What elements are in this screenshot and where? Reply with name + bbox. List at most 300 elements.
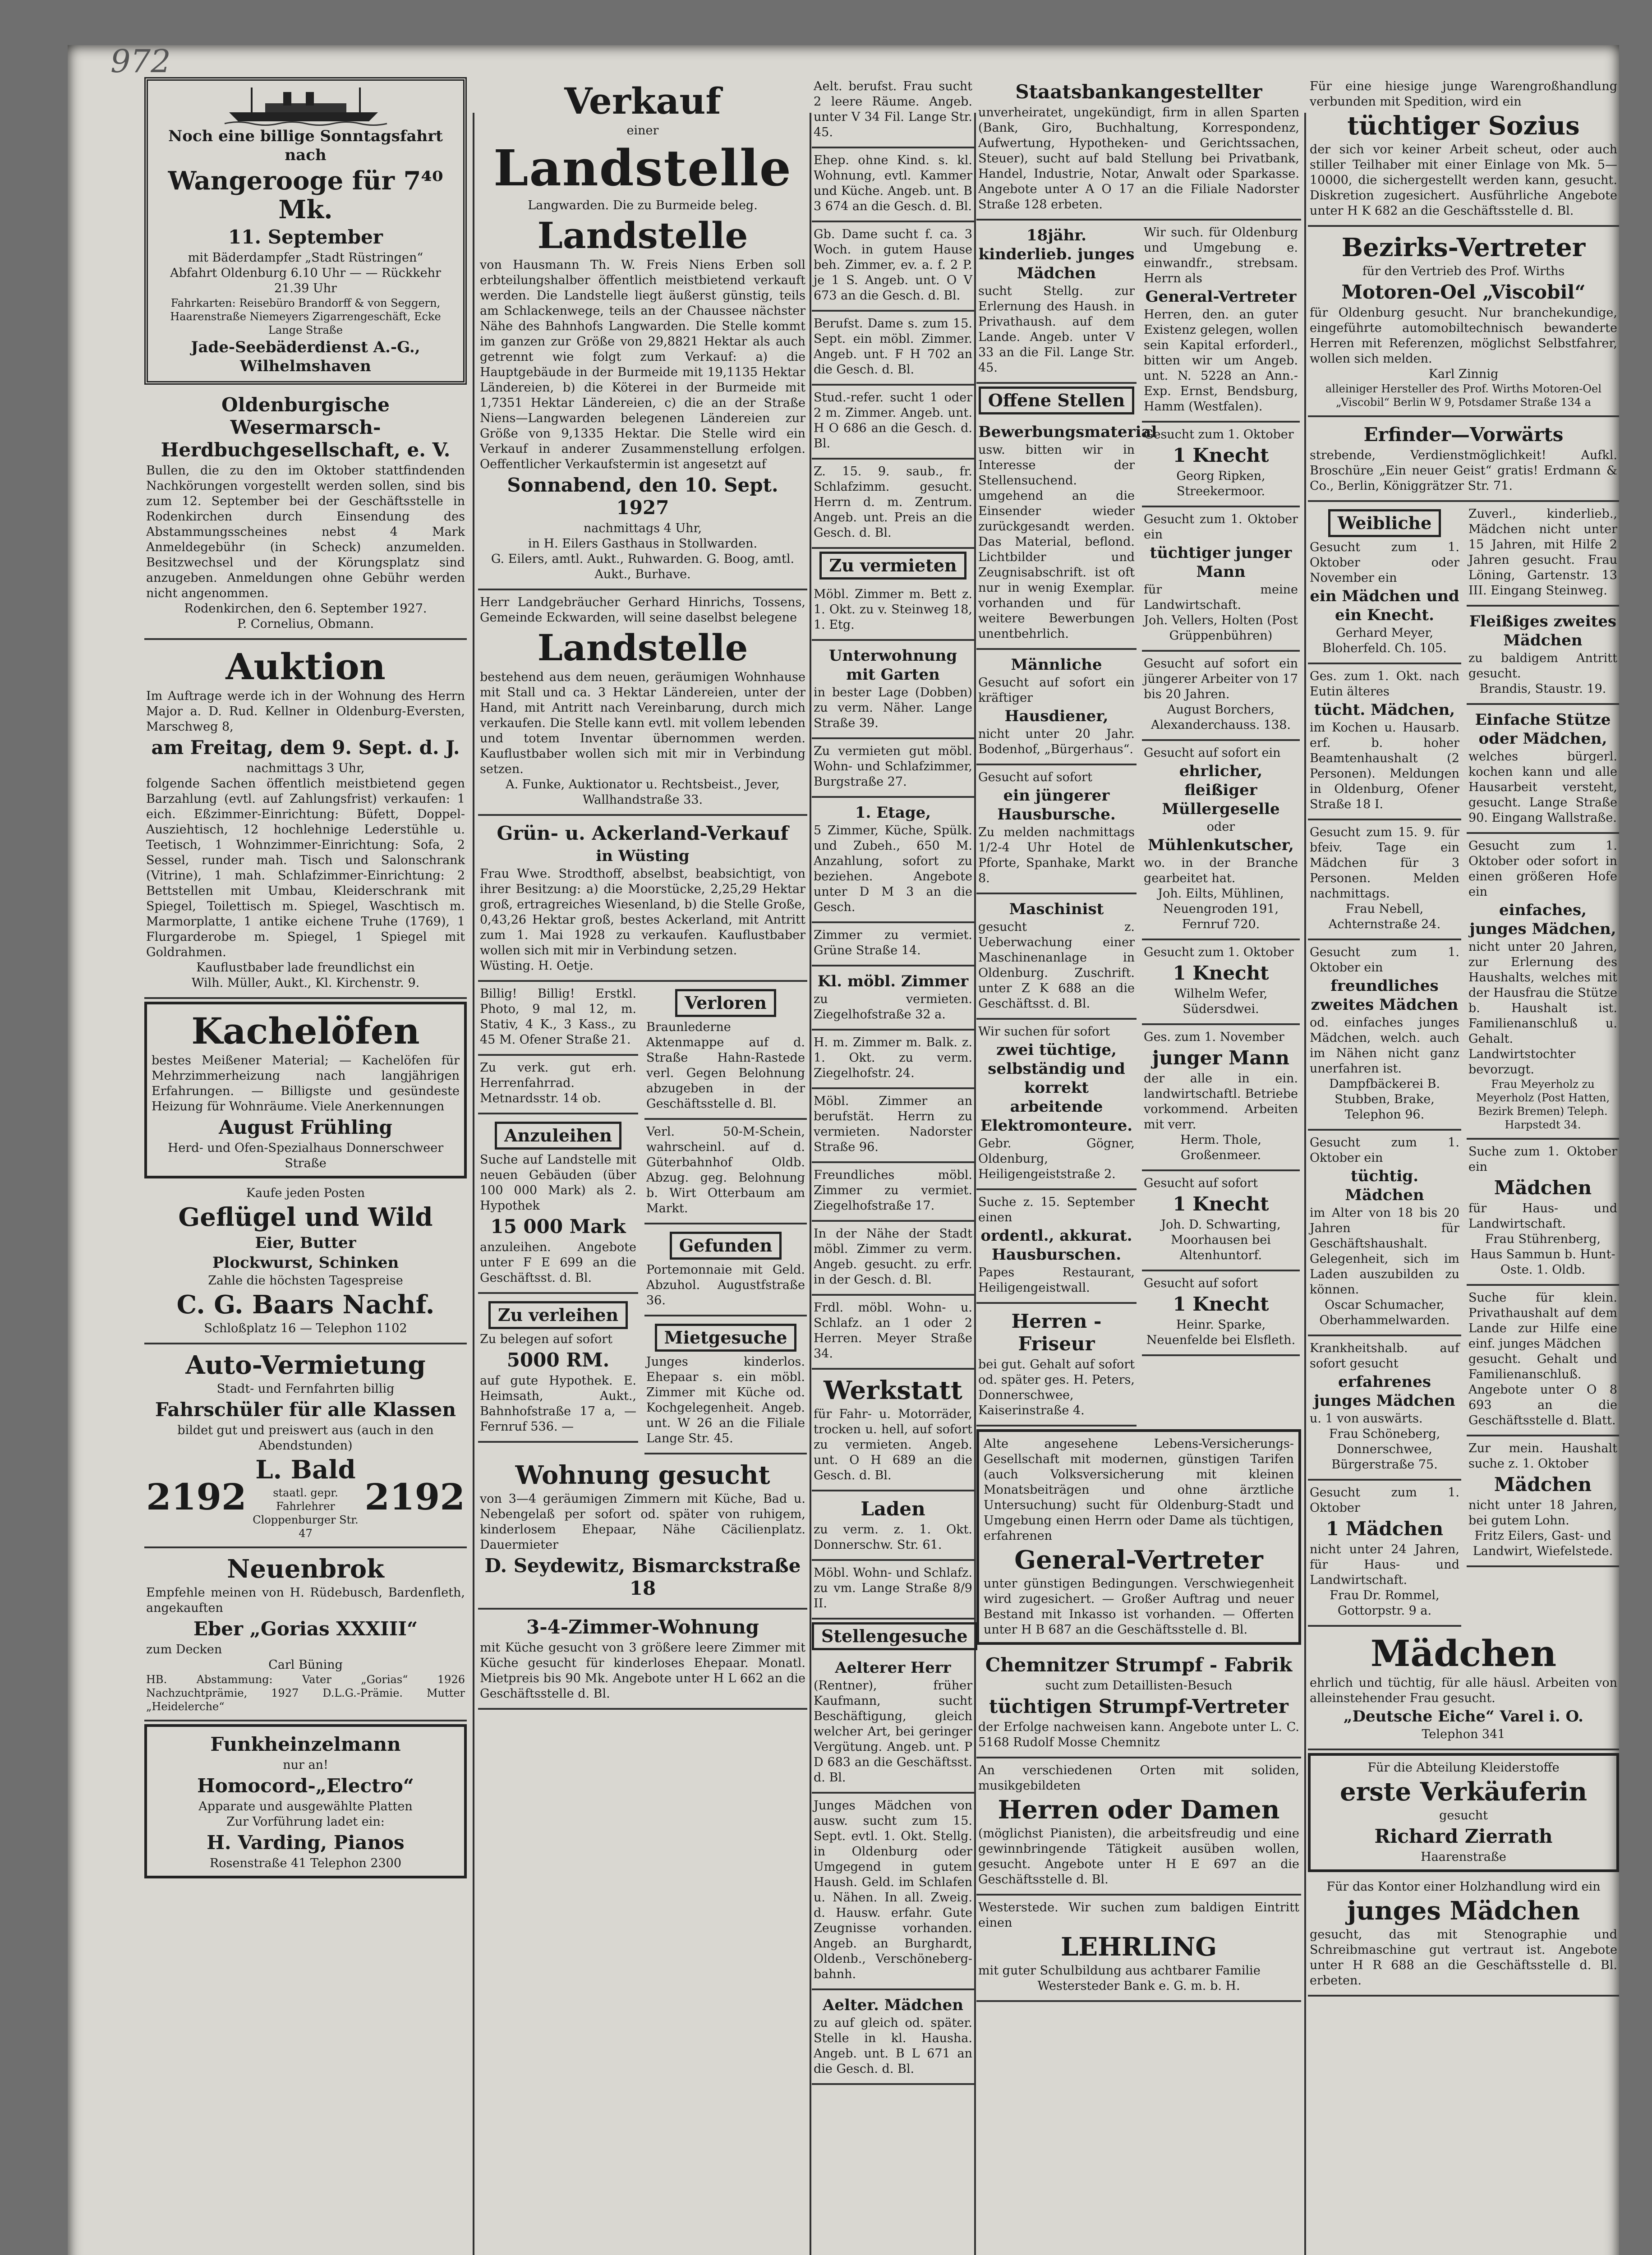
ad-small xyxy=(812,386,974,460)
ad-headline: Landstelle xyxy=(537,214,748,257)
ad-text: Zahle die höchsten Tagespreise xyxy=(208,1274,403,1288)
ad-small xyxy=(812,74,974,148)
ad-headline: General-Vertreter xyxy=(1014,1545,1263,1575)
ad-text: Gesucht zum 15. 9. für bfeiv. Tage ein Mädchen für 3 Personen. Melden nachmittags. xyxy=(1310,825,1459,901)
ad-text: Rodenkirchen, den 6. September 1927. xyxy=(184,602,427,616)
column-rule xyxy=(810,113,811,2255)
ad-text: in H. Eilers Gasthaus in Stollwarden. xyxy=(528,537,758,551)
ad-text: sucht zum Detaillisten-Besuch xyxy=(1045,1679,1233,1693)
ad-text: Aelt. berufst. Frau sucht 2 leere Räume. Angeb. unter V 34 Fil. Lange Str. 45. xyxy=(814,79,972,139)
ad-text: Papes Restaurant, Heiligengeistwall. xyxy=(978,1266,1135,1295)
ad-headline: Bewerbungsmaterial xyxy=(978,423,1157,441)
ad-text: Z. 15. 9. saub., fr. Schlafzimm. gesucht. Herrn d. m. Zentrum. Angeb. unt. Preis an die Gesch. d. Bl. xyxy=(814,465,972,540)
ad-text: Dampfbäckerei B. Stubben, Brake, Telephon 96. xyxy=(1329,1077,1440,1122)
ad-text: Gesucht zum 1. Oktober ein xyxy=(1144,512,1298,542)
ad-text: Joh. Vellers, Holten (Post Grüppenbühren) xyxy=(1144,613,1298,643)
ad-maedchen xyxy=(1308,1481,1461,1627)
ad-herdbuch xyxy=(144,387,467,640)
ad-text: bei gut. Gehalt auf sofort od. später ges. H. Peters, Donnerschwee, Kaiserinstraße 4. xyxy=(978,1358,1135,1417)
ad-text: H. m. Zimmer m. Balk. z. 1. Okt. zu verm. Ziegelhofstr. 24. xyxy=(814,1035,972,1080)
ad-headline: Werkstatt xyxy=(824,1376,962,1405)
ad-text: zu vermieten. Ziegelhofstraße 32 a. xyxy=(814,992,972,1022)
ad-headline: Motoren-Oel „Viscobil“ xyxy=(1341,281,1586,303)
column-1 xyxy=(144,74,467,2255)
ad-headline: 3-4-Zimmer-Wohnung xyxy=(526,1616,759,1638)
ad-headline: Wangerooge für 7⁴⁰ Mk. xyxy=(168,166,443,225)
ad-text: Gesucht zum 1. Oktober ein xyxy=(1310,1136,1459,1165)
ad-firm: H. Varding, Pianos xyxy=(207,1832,405,1854)
section-label: Stellengesuche xyxy=(812,1622,977,1650)
ad-headline: tücht. Mädchen, xyxy=(1314,701,1455,719)
ad-text: Haarenstraße xyxy=(1421,1850,1506,1864)
ad-auktion xyxy=(144,640,467,999)
ad-headline: Mädchen xyxy=(1370,1632,1557,1675)
ad-text: alleiniger Hersteller des Prof. Wirths Motoren-Oel „Viscobil“ Berlin W 9, Potsdamer Straße 134 a xyxy=(1325,382,1601,409)
ad-text: Gesucht zum 1. Oktober xyxy=(1144,428,1294,442)
ad-laden xyxy=(812,1491,974,1561)
ad-knecht xyxy=(1142,1171,1300,1271)
ad-text: für Fahr- u. Motorräder, trocken u. hell, auf sofort zu vermieten. Angeb. unt. O H 689 an die Gesch. d. Bl. xyxy=(814,1407,972,1482)
ad-text: für Haus- und Landwirtschaft. xyxy=(1468,1201,1617,1231)
ad-zuverl xyxy=(1467,502,1619,607)
ad-small xyxy=(812,739,974,798)
ad-text: Gesucht auf sofort xyxy=(1144,1176,1258,1190)
ad-text: für meine Landwirtschaft. xyxy=(1144,583,1298,612)
ad-text: nicht unter 18 Jahren, bei gutem Lohn. xyxy=(1468,1498,1617,1528)
ad-small xyxy=(812,798,974,923)
ad-headline: erste Verkäuferin xyxy=(1339,1777,1588,1807)
ad-headline: LEHRLING xyxy=(1060,1932,1217,1962)
ad-text: bestes Meißener Material; — Kachelöfen für Mehrzimmerheizung nach langjährigen Erfahrungen. — Billigste und gesündeste Heizung für Wohnräume. Viele Anerkennungen xyxy=(152,1054,460,1114)
ad-bezirks-vertreter xyxy=(1308,227,1619,417)
ad-junger-mann xyxy=(1142,507,1300,652)
ad-text: Frau Wwe. Strodthoff, abselbst, beabsichtigt, von ihrer Besitzung: a) die Moorstücke, 2,25,29 Hektar groß, ertragreiches Wiesenland, b) die Stelle Große, 0,43,26 Hektar groß, bestes Ackerland, mit Antritt zum 1. Mai 1928 zu verkaufen. Kauflustbaber wollen sich mit mir in Verbindung setzen. xyxy=(480,867,805,957)
section-label: Gefunden xyxy=(670,1232,782,1260)
ad-3-4-zimmer xyxy=(478,1610,807,1710)
ad-headline: tüchtig. Mädchen xyxy=(1345,1167,1424,1204)
ad-text: Empfehle meinen von H. Rüdebusch, Bardenfleth, angekauften xyxy=(146,1586,465,1615)
ad-small xyxy=(1308,820,1461,940)
ad-text: G. Eilers, amtl. Aukt., Ruhwarden. G. Boog, amtl. Aukt., Burhave. xyxy=(491,552,795,581)
ad-text: Zu verk. gut erh. Herrenfahrrad. Metnardsstr. 14 ob. xyxy=(480,1061,636,1105)
ad-text: In der Nähe der Stadt möbl. Zimmer zu verm. Angeb. gesucht. zu erfr. in der Gesch. d. Bl. xyxy=(814,1227,972,1287)
ad-phone: 2192 xyxy=(364,1476,465,1518)
ad-headline: Männliche xyxy=(1011,656,1102,674)
ad-text: im Alter von 18 bis 20 Jahren für Geschäftshaushalt. Gelegenheit, sich im Laden auszubilden zu können. xyxy=(1310,1206,1459,1297)
ad-bewerbung xyxy=(976,417,1157,650)
ad-headline: 1. Etage, xyxy=(855,804,931,822)
ad-text: einer xyxy=(626,124,659,138)
ad-headline: freundliches zweites Mädchen xyxy=(1311,977,1459,1014)
ad-verloren xyxy=(644,982,807,1120)
ad-text: Suche zum 1. Oktober ein xyxy=(1468,1145,1617,1174)
ad-text: Wilhelm Wefer, Südersdwei. xyxy=(1174,987,1268,1016)
ad-auto xyxy=(144,1344,467,1548)
ad-headline: junger Mann xyxy=(1152,1047,1289,1069)
ad-text: Schloßplatz 16 — Telephon 1102 xyxy=(204,1321,407,1335)
ad-hausbursche xyxy=(976,765,1137,894)
ad-text: Suche auf Landstelle mit neuen Gebäuden (über 100 000 Mark) als 2. Hypothek xyxy=(480,1153,636,1213)
ad-headline: General-Vertreter xyxy=(1145,288,1297,306)
ad-text: Gb. Dame sucht f. ca. 3 Woch. in gutem Hause beh. Zimmer, ev. a. f. 2 P. je 1 S. Angeb. unt. O V 673 an die Gesch. d. Bl. xyxy=(814,227,972,303)
ad-text: Fahrkarten: Reisebüro Brandorff & von Seggern, Haarenstraße Niemeyers Zigarrengeschäft, Ecke Lange Straße xyxy=(170,297,441,336)
ad-text: zu verm. z. 1. Okt. Donnerschw. Str. 61. xyxy=(814,1523,972,1552)
ad-small xyxy=(812,1653,974,1794)
ad-headline: Auktion xyxy=(225,645,386,688)
ad-headline: Auto-Vermietung xyxy=(185,1350,426,1380)
ad-headline: Eber „Gorias XXXIII“ xyxy=(193,1618,418,1640)
ad-wohnung-gesucht xyxy=(478,1454,807,1610)
ad-holzhandlung xyxy=(1308,1875,1619,1997)
ad-text: Berufst. Dame s. zum 15. Sept. ein möbl. Zimmer. Angeb. unt. F H 702 an die Gesch. d. Bl. xyxy=(814,317,972,377)
ad-headline: Landstelle xyxy=(493,139,792,197)
ad-headline: Mädchen xyxy=(1494,1177,1592,1199)
ad-herrenfahrrad xyxy=(478,1056,638,1114)
ad-wangerooge xyxy=(144,77,467,385)
ad-text: (möglichst Pianisten), die arbeitsfreudig und eine gewinnbringende Tätigkeit ausüben wollen, gesucht. Angebote unter H E 697 an die Geschäftsstelle d. Bl. xyxy=(978,1827,1299,1887)
section-label: Mietgesuche xyxy=(655,1324,797,1352)
column-5 xyxy=(1308,74,1619,2255)
ad-headline: ehrlicher, fleißiger Müllergeselle xyxy=(1162,762,1280,818)
ad-headline: einfaches, junges Mädchen, xyxy=(1469,901,1616,938)
section-label: Weibliche xyxy=(1328,509,1441,537)
ad-headline: Mädchen xyxy=(1494,1473,1592,1496)
section-label: Offene Stellen xyxy=(979,387,1134,414)
ad-amount: 15 000 Mark xyxy=(490,1215,626,1238)
ad-text: Gesucht auf sofort xyxy=(978,770,1092,784)
ad-knecht xyxy=(1142,423,1300,507)
ad-headline: ein Mädchen und ein Knecht. xyxy=(1310,587,1459,624)
ad-arbeiter xyxy=(1142,652,1300,741)
ad-text: für Oldenburg gesucht. Nur branchekundige, eingeführte automobiltechnisch bewanderte Herren mit Referenzen, möglichst Selbstfahrer, wollen sich melden. xyxy=(1310,306,1617,366)
ad-firm: August Frühling xyxy=(219,1116,392,1138)
ad-maennliche xyxy=(976,650,1137,765)
ad-headline: zwei tüchtige, selbständig und korrekt arbeitende Elektromonteure. xyxy=(980,1041,1133,1135)
ad-text: der sich vor keiner Arbeit scheut, oder auch stiller Teilhaber mit einer Einlage von Mk. 5—10000, die sichergestellt werden kann, gesucht. Diskretion zugesichert. Ausführliche Angebote unter H K 682 an die Geschäftsstelle d. Bl. xyxy=(1310,143,1617,218)
ad-text: Ges. zum 1. Okt. nach Eutin älteres xyxy=(1310,669,1459,699)
ad-mietgesuche xyxy=(644,1316,807,1454)
ad-date: am Freitag, dem 9. Sept. d. J. xyxy=(151,736,460,759)
ad-text: nachmittags 4 Uhr, xyxy=(583,521,702,535)
ad-text: Joh. Eilts, Mühlinen, Neuengroden 191, Fernruf 720. xyxy=(1158,887,1284,931)
column-rule xyxy=(473,113,474,2255)
ad-headline: 1 Knecht xyxy=(1173,1293,1269,1315)
ad-muellergeselle xyxy=(1142,741,1300,940)
ad-headline: Neuenbrok xyxy=(227,1554,384,1584)
ad-text: zum Decken xyxy=(146,1643,222,1657)
ad-verkaeuferin xyxy=(1308,1753,1619,1872)
ad-anzuleihen xyxy=(478,1114,638,1294)
ad-generalvertreter xyxy=(1142,221,1300,423)
ad-headline: Grün- u. Ackerland-Verkauf xyxy=(497,822,789,844)
ad-headline: Mühlenkutscher, xyxy=(1148,836,1294,854)
ad-tuecht-maedchen xyxy=(1308,664,1461,820)
ad-text: Frdl. möbl. Wohn- u. Schlafz. an 1 oder 2 Herren. Meyer Straße 34. xyxy=(814,1301,972,1361)
ad-text: Ges. zum 1. November xyxy=(1144,1030,1284,1044)
ad-text: nicht unter 20 Jahr. Bodenhof, „Bürgerhaus“. xyxy=(978,727,1135,756)
ad-headline: 1 Mädchen xyxy=(1325,1518,1444,1540)
ad-headline: Aelterer Herr xyxy=(835,1659,951,1677)
ad-phone: 2192 xyxy=(146,1476,247,1518)
ad-verl50 xyxy=(644,1120,807,1224)
ad-gefunden xyxy=(644,1224,807,1316)
ad-text: welches bürgerl. kochen kann und alle Hausarbeit versteht, gesucht. Lange Straße 90. Eingang Wallstraße. xyxy=(1468,750,1617,825)
ad-headline: Laden xyxy=(861,1498,925,1520)
ad-text: A. Funke, Auktionator u. Rechtsbeist., Jever, Wallhandstraße 33. xyxy=(506,778,780,807)
ad-headline: Bezirks-Vertreter xyxy=(1341,233,1586,262)
ad-text: nicht unter 20 Jahren, zur Erlernung des Haushalts, welches mit der Hausfrau die Stütze b. Haushalt ist. Familienanschluß u. Gehalt. Landwirtstochter bevorzugt. xyxy=(1468,940,1617,1077)
section-label: Anzuleihen xyxy=(495,1122,621,1150)
ad-small xyxy=(812,1163,974,1222)
ad-headline: Funkheinzelmann xyxy=(210,1733,401,1755)
column-rule xyxy=(974,113,976,2255)
ad-maedchen xyxy=(1467,1140,1619,1286)
ad-small xyxy=(812,1296,974,1370)
ad-text: nachmittags 3 Uhr, xyxy=(246,761,365,775)
ad-text: Joh. D. Schwarting, Moorhausen bei Altenhuntorf. xyxy=(1161,1218,1281,1262)
ad-einfache-stuetze xyxy=(1467,705,1619,834)
ad-amount: 5000 RM. xyxy=(506,1349,610,1371)
ad-erfinder xyxy=(1308,417,1619,502)
ad-small xyxy=(812,148,974,222)
column-2 xyxy=(478,74,807,2255)
ad-fleissiges xyxy=(1467,607,1619,705)
ad-text: Wir such. für Oldenburg und Umgebung e. einwandfr., strebsam. Herrn als xyxy=(1144,226,1298,285)
ad-firm: Richard Zierrath xyxy=(1374,1825,1553,1847)
ad-headline: Landstelle xyxy=(537,626,748,669)
ad-text: Frau Nebell, Achternstraße 24. xyxy=(1328,902,1441,931)
ad-text: von Hausmann Th. W. Freis Niens Erben soll erbteilungshalber öffentlich meistbietend verkauft werden. Die Landstelle liegt äußerst günstig, teils am Schlackenwege, teils an der Chaussee nächster Nähe des Bahnhofs Langwarden. Die Stelle kommt im ganzen zur Größe von 29,8821 Hektar als auch getrennt wie folgt zum Verkauf: a) die Hauptgebäude in der Burmeide mit 19,1135 Hektar Ländereien, b) die Köterei in der Burmeide mit 1,7351 Hektar Ländereien, c) die an der Straße Niens—Langwarden belegenen Ländereien zur Größe von 9,1335 Hektar. Die Stelle wird ein Verkauf in anderer Zusammenstellung erfolgen. Oeffentlicher Verkaufstermin ist angesetzt auf xyxy=(480,258,805,471)
ad-headline: Fleißiges zweites Mädchen xyxy=(1469,612,1617,649)
ad-text: der Erfolge nachweisen kann. Angebote unter L. C. 5168 Rudolf Mosse Chemnitz xyxy=(978,1720,1299,1749)
ad-headline: tüchtigen Strumpf-Vertreter xyxy=(989,1695,1288,1717)
ad-small xyxy=(812,1561,974,1620)
ad-text: Billig! Billig! Erstkl. Photo, 9 mal 12, m. Stativ, 4 K., 3 Kass., zu 45 M. Ofener Straße 21. xyxy=(480,987,636,1047)
ad-headline: 18jähr. kinderlieb. junges Mädchen xyxy=(978,226,1135,282)
ad-headline: 1 Knecht xyxy=(1173,444,1269,466)
ad-knecht xyxy=(1142,1271,1300,1356)
ad-headline: Einfache Stütze oder Mädchen, xyxy=(1475,711,1611,748)
ad-text: strebende, Verdienstmöglichkeit! Aufkl. Broschüre „Ein neuer Geist“ gratis! Erdmann & Co., Berlin, Königgrätzer Str. 71. xyxy=(1310,448,1617,493)
ad-werkstatt xyxy=(812,1370,974,1491)
ad-text: oder xyxy=(1206,820,1235,834)
ad-text: Wir suchen für sofort xyxy=(978,1025,1110,1039)
ad-text: Gesucht auf sofort ein kräftiger xyxy=(978,676,1135,705)
ad-tuechtig-maedchen xyxy=(1308,1131,1461,1336)
ad-text: mit Bäderdampfer „Stadt Rüstringen“ xyxy=(188,251,423,265)
ad-text: An verschiedenen Orten mit soliden, musikgebildeten xyxy=(978,1763,1299,1793)
ad-small xyxy=(812,641,974,739)
ad-text: in bester Lage (Dobben) zu verm. Näher. Lange Straße 39. xyxy=(814,686,972,730)
steamship-icon xyxy=(225,85,387,126)
ad-text: HB. Abstammung: Vater „Gorias“ 1926 Nachzuchtprämie, 1927 D.L.G.-Prämie. Mutter „Heidelerche“ xyxy=(146,1673,465,1713)
ad-small xyxy=(812,222,974,312)
ad-headline: Hausdiener, xyxy=(1004,707,1109,725)
ad-text: Gesucht zum 1. Oktober ein xyxy=(1310,945,1459,975)
ad-product: Homocord-„Electro“ xyxy=(197,1775,414,1797)
ad-text: Zuverl., kinderlieb., Mädchen nicht unter 15 Jahren, mit Hilfe 2 Jahren gesucht. Frau Löning, Gartenstr. 13 III. Eingang Steinweg. xyxy=(1468,507,1617,598)
ad-deutsche-eiche xyxy=(1308,1627,1619,1750)
ad-text: Gesucht auf sofort ein xyxy=(1144,746,1281,760)
ad-text: sucht Stellg. zur Erlernung des Haush. in Privathaush. auf dem Lande. Angeb. unter V 33 an die Fil. Lange Str. 45. xyxy=(978,284,1135,375)
ad-text: Möbl. Zimmer m. Bett z. 1. Okt. zu v. Steinweg 18, 1. Etg. xyxy=(814,587,972,632)
ad-billig xyxy=(478,982,638,1056)
ad-text: Ehep. ohne Kind. s. kl. Wohnung, evtl. Kammer und Küche. Angeb. unt. B 3 674 an die Gesch. d. Bl. xyxy=(814,153,972,213)
ad-herren-damen xyxy=(976,1758,1301,1896)
ad-text: Stud.-refer. sucht 1 oder 2 m. Zimmer. Angeb. unt. H O 686 an die Gesch. d. Bl. xyxy=(814,391,972,451)
ad-text: Kaufe jeden Posten xyxy=(246,1186,365,1200)
ad-headline: tüchtiger junger Mann xyxy=(1150,544,1292,581)
ad-headline: 1 Knecht xyxy=(1173,962,1269,984)
ad-text: gesucht, das mit Stenographie und Schreibmaschine gut vertraut ist. Angebote unter H R 688 an die Geschäftsstelle d. Bl. erbeten. xyxy=(1310,1928,1617,1988)
ad-text: Wilh. Müller, Aukt., Kl. Kirchenstr. 9. xyxy=(191,976,420,990)
ad-text: Herd- und Ofen-Spezialhaus Donnerschweer Straße xyxy=(167,1141,444,1170)
ad-firm: L. Bald xyxy=(255,1455,356,1485)
ad-text: auf gute Hypothek. E. Heimsath, Aukt., Bahnhofstraße 17 a, — Fernruf 536. — xyxy=(480,1374,636,1434)
ad-text: unter günstigen Bedingungen. Verschwiegenheit wird zugesichert. — Großer Auftrag und neuer Bestand mit Inkasso ist vorhanden. — Offerten unter H B 687 an die Geschäftsstelle d. Bl. xyxy=(984,1577,1294,1637)
ad-text: usw. bitten wir in Interesse der Stellensuchend. umgehend an die Einsender wieder zurückgesandt werden. Das Material, beflond. Lichtbilder und Zeugnisabschrift. ist oft nur in wenig Exemplar. vorhanden und für weitere Bewerbungen unentbehrlich. xyxy=(978,443,1135,641)
ad-lebensversicherung xyxy=(976,1429,1301,1645)
ad-sub: in Wüsting xyxy=(596,847,690,865)
ad-text: Frau Schöneberg, Donnerschwee, Bürgerstraße 75. xyxy=(1329,1427,1440,1472)
ad-text: Carl Büning xyxy=(268,1658,343,1672)
ad-text: Freundliches möbl. Zimmer zu vermiet. Ziegelhofstraße 17. xyxy=(814,1168,972,1213)
ad-maedchen xyxy=(1467,1436,1619,1567)
ad-headline: Fahrschüler für alle Klassen xyxy=(155,1399,456,1421)
ad-text: Gerhard Meyer, Bloherfeld. Ch. 105. xyxy=(1322,626,1447,655)
ad-gefluegel xyxy=(144,1181,467,1344)
ad-headline: ordentl., akkurat. Hausburschen. xyxy=(980,1227,1132,1264)
ad-text: unverheiratet, ungekündigt, firm in allen Sparten (Bank, Giro, Buchhaltung, Korrespondenz, Aufwertung, Hypotheken- und Gerichtssachen, Steuer), sucht auf bald Stellung bei Privatbank, Handel, Industrie, Notar, Anwalt oder Sparkasse. Angebote unter A O 17 an die Filiale Nadorster Straße 128 erbeten. xyxy=(978,106,1299,212)
ad-sub: Plockwurst, Schinken xyxy=(212,1254,399,1272)
ad-text: Krankheitshalb. auf sofort gesucht xyxy=(1310,1341,1459,1371)
ad-text: für den Vertrieb des Prof. Wirths xyxy=(1362,264,1565,278)
ad-weibliche xyxy=(1308,502,1461,664)
ad-headline: Wohnung gesucht xyxy=(515,1460,770,1490)
column-3 xyxy=(812,74,974,2255)
ad-headline: Erfinder—Vorwärts xyxy=(1363,423,1564,446)
ad-text: P. Cornelius, Obmann. xyxy=(237,617,374,631)
ad-headline: Kl. möbl. Zimmer xyxy=(817,972,969,990)
ad-einfaches xyxy=(1467,834,1619,1140)
ad-headline: Herren - Friseur xyxy=(1011,1310,1102,1355)
ad-text: wo. in der Branche gearbeitet hat. xyxy=(1144,856,1298,885)
ad-krankheit xyxy=(1308,1336,1461,1481)
ad-text: Westerstede. Wir suchen zum baldigen Eintritt einen xyxy=(978,1901,1299,1930)
ad-text: nicht unter 24 Jahren, für Haus- und Landwirtschaft. xyxy=(1310,1542,1459,1587)
ad-text: folgende Sachen öffentlich meistbietend gegen Barzahlung (evtl. auf Zahlungsfrist) verkaufen: 1 eich. Eßzimmer-Einrichtung: Büfett, Doppel-Ausziehtisch, 12 hochlehnige Lederstühle u. Teetisch, 1 Wohnzimmer-Einrichtung: Sofa, 2 Sessel, runder mah. Tisch und Salonschrank (Vitrine), 1 mah. Schlafzimmer-Einrichtung: 2 Bettstellen mit Umbau, Kleiderschrank mit Spiegel, Toilettisch m. Spiegel, Waschtisch m. Marmorplatte, 1 antike eichene Truhe (1769), 1 Flurgarderobe m. Spiegel, 1 Spiegel mit Goldrahmen. xyxy=(146,777,465,959)
ad-neuenbrok xyxy=(144,1548,467,1721)
ad-text: Gesucht auf sofort xyxy=(1144,1276,1258,1290)
ad-text: ehrlich und tüchtig, für alle häusl. Arbeiten von alleinstehender Frau gesucht. xyxy=(1310,1676,1617,1705)
ad-small xyxy=(812,1990,974,2085)
ad-date: Sonnabend, den 10. Sept. 1927 xyxy=(507,474,778,519)
ad-privat xyxy=(1467,1286,1619,1436)
ad-text: od. einfaches junges Mädchen, welch. auch im Nähen nicht ganz unerfahren ist. xyxy=(1310,1016,1459,1076)
ad-funkheinzelmann xyxy=(144,1724,467,1878)
column-rule xyxy=(1304,113,1306,2255)
ad-verkauf xyxy=(478,74,807,590)
ad-text: Junges Mädchen von ausw. sucht zum 15. Sept. evtl. 1. Okt. Stellg. in Oldenburg oder Umgegend in gutem Haush. Geld. im Schlafen u. Nähen. In all. Zweig. d. Hausw. erfahr. Gute Zeugnisse vorhanden. Angeb. an Burghardt, Oldenb., Verschöneberg-bahnh. xyxy=(814,1799,972,1981)
section-label: Verloren xyxy=(675,989,776,1017)
ad-text: Suche z. 15. September einen xyxy=(978,1195,1135,1224)
ad-chemnitzer xyxy=(976,1648,1301,1758)
ad-text: Gesucht zum 1. Oktober xyxy=(1310,1486,1459,1515)
ad-headline: Verkauf xyxy=(564,80,721,122)
ad-text: Im Auftrage werde ich in der Wohnung des Herrn Major a. D. Rud. Kellner in Oldenburg-Eversten, Marschweg 8, xyxy=(146,689,465,734)
ad-text: Gebr. Gögner, Oldenburg, Heiligengeiststraße 2. xyxy=(978,1137,1135,1181)
ad-text: August Borchers, Alexanderchauss. 138. xyxy=(1151,703,1291,732)
ad-heading: Noch eine billige Sonntagsfahrt nach xyxy=(168,127,443,164)
ad-text: Oscar Schumacher, Oberhammelwarden. xyxy=(1319,1298,1450,1327)
ad-headline: Geflügel und Wild xyxy=(178,1202,433,1232)
ad-text: staatl. gepr. Fahrlehrer Cloppenburger Str. 47 xyxy=(253,1486,359,1540)
ad-text: zu baldigem Antritt gesucht. xyxy=(1468,651,1617,681)
ad-text: 5 Zimmer, Küche, Spülk. und Zubeh., 650 M. Anzahlung, sofort zu beziehen. Angebote unter D M 3 an die Gesch. xyxy=(814,824,972,914)
ad-text: Heinr. Sparke, Neuenfelde bei Elsfleth. xyxy=(1146,1318,1296,1347)
ad-text: Möbl. Wohn- und Schlafz. zu vm. Lange Straße 8/9 II. xyxy=(814,1566,972,1611)
ad-text: Für eine hiesige junge Warengroßhandlung verbunden mit Spedition, wird ein xyxy=(1310,79,1617,109)
column-4 xyxy=(976,74,1301,2255)
ad-text: von 3—4 geräumigen Zimmern mit Küche, Bad u. Nebengelaß per sofort od. später von ruhigem, kinderlosem Ehepaar, Nähe Cäcilienplatz. Dauermieter xyxy=(480,1492,805,1552)
ad-text: Suche für klein. Privathaushalt auf dem Lande zur Hilfe eine einf. junges Mädchen xyxy=(1468,1291,1617,1351)
ad-text: Georg Ripken, Streekermoor. xyxy=(1176,469,1265,498)
ad-headline: 1 Knecht xyxy=(1173,1193,1269,1215)
ad-text: im Kochen u. Hausarb. erf. b. hoher Beamtenhaushalt (2 Personen). Meldungen in Oldenburg, Ofener Straße 18 I. xyxy=(1310,721,1459,811)
ad-verleihen xyxy=(478,1294,638,1443)
ad-text: zu auf gleich od. später. Stelle in kl. Hausha. Angeb. unt. B L 671 an die Gesch. d. Bl. xyxy=(814,2016,972,2076)
ad-text: (Rentner), früher Kaufmann, sucht Beschäftigung, gleich welcher Art, bei geringer Vergütung. Angeb. unt. P D 683 an die Geschäftsst. d. Bl. xyxy=(814,1679,972,1785)
page-number: 972 xyxy=(110,43,171,80)
ad-text: Brandis, Staustr. 19. xyxy=(1479,682,1606,696)
ad-small xyxy=(812,582,974,641)
ad-text: Karl Zinnig xyxy=(1428,367,1499,381)
ad-text: bildet gut und preiswert aus (auch in den Abendstunden) xyxy=(177,1423,434,1453)
ad-text: Langwarden. Die zu Burmeide beleg. xyxy=(528,198,758,212)
ad-text: Telephon 341 xyxy=(1422,1727,1505,1741)
ad-text: Zimmer zu vermiet. Grüne Straße 14. xyxy=(814,928,972,957)
ad-text: Frau Meyerholz zu Meyerholz (Post Hatten, Bezirk Bremen) Teleph. Harpstedt 34. xyxy=(1476,1078,1610,1131)
ad-text: Zu melden nachmittags 1/2-4 Uhr Hotel de Pforte, Spanhake, Markt 8. xyxy=(978,825,1135,885)
ad-headline: Herren oder Damen xyxy=(998,1795,1280,1825)
ad-text: nur an! xyxy=(283,1758,328,1772)
ad-text: Für das Kontor einer Holzhandlung wird ein xyxy=(1326,1880,1601,1894)
ad-text: Frau Stührenberg, Haus Sammun b. Hunt-Oste. 1. Oldb. xyxy=(1470,1232,1615,1277)
ad-small xyxy=(812,923,974,966)
ad-headline: Staatsbankangestellter xyxy=(1015,81,1262,103)
ad-headline: Kachelöfen xyxy=(191,1010,420,1052)
ad-sign: D. Seydewitz, Bismarckstraße 18 xyxy=(484,1555,801,1599)
ad-headline: ein jüngerer Hausbursche. xyxy=(997,787,1116,824)
ad-sub: Eier, Butter xyxy=(255,1234,356,1252)
ad-text: der alle in ein. landwirtschaftl. Betriebe vorkommend. Arbeiten mit verr. xyxy=(1144,1072,1298,1132)
ad-text: Herm. Thole, Großenmeer. xyxy=(1180,1133,1262,1162)
ad-text: Herr Landgebräucher Gerhard Hinrichs, Tossens, Gemeinde Eckwarden, will seine daselbst belegene xyxy=(480,595,805,625)
ad-headline: Oldenburgische Wesermarsch-Herdbuchgesellschaft, e. V. xyxy=(161,394,451,461)
ad-date: 11. September xyxy=(228,226,383,248)
ad-text: mit Küche gesucht von 3 größere leere Zimmer mit Küche gesucht für kinderloses Ehepaar. Monatl. Mietpreis bis 90 Mk. Angebote unter H L 662 an die Geschäftsstelle d. Bl. xyxy=(480,1641,805,1701)
ad-text: gesucht. Gehalt und Familienanschluß. Angebote unter O 8 693 an die Geschäftsstelle d. Blatt. xyxy=(1468,1352,1617,1427)
ad-maschinist xyxy=(976,894,1137,1020)
ad-text: Gesucht zum 1. Oktober oder sofort in einen größeren Hofe ein xyxy=(1468,839,1617,899)
ad-text: Apparate und ausgewählte Platten xyxy=(198,1799,413,1813)
ad-text: Zu belegen auf sofort xyxy=(480,1332,613,1346)
ad-text: Braunlederne Aktenmappe auf d. Straße Hahn-Rastede verl. Gegen Belohnung abzugeben in der Geschäftsstelle d. Bl. xyxy=(646,1020,805,1111)
ad-text: Für die Abteilung Kleiderstoffe xyxy=(1367,1761,1560,1775)
ad-text: mit guter Schulbildung aus achtbarer Familie xyxy=(978,1964,1261,1978)
ad-headline: Unterwohnung mit Garten xyxy=(828,647,957,684)
ad-hausburschen xyxy=(976,1190,1137,1304)
